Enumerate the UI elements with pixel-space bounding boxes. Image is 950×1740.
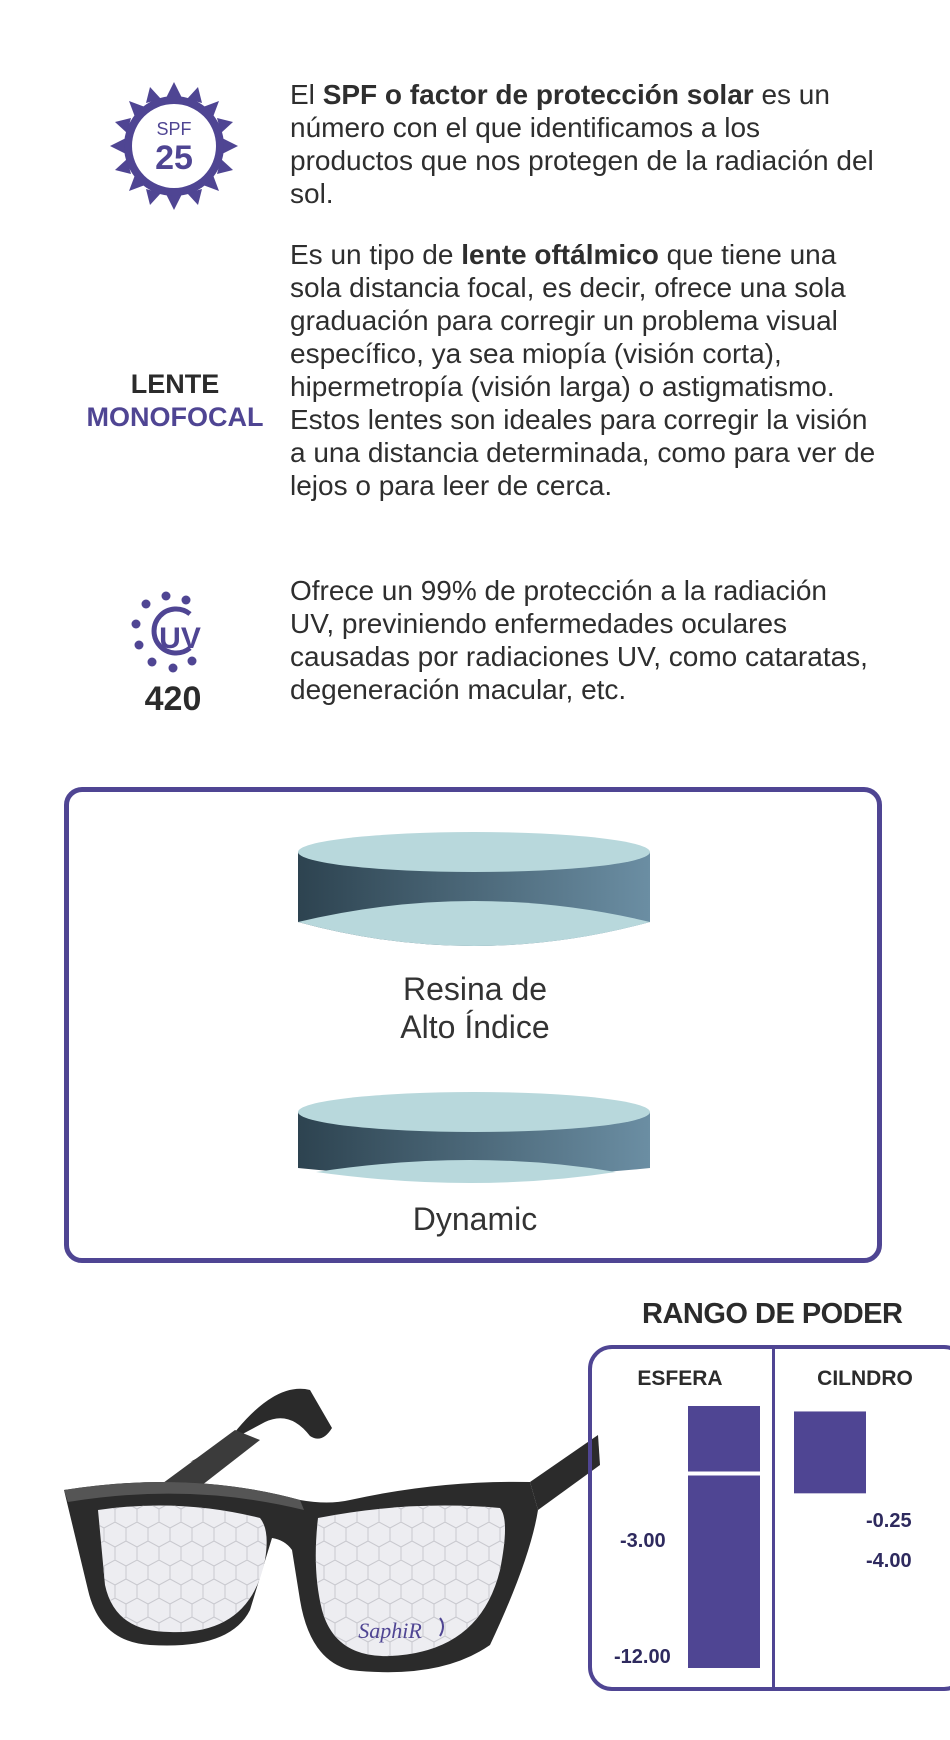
glasses-brand-logo: SaphiR xyxy=(358,1618,422,1643)
range-bar-cilndro-0 xyxy=(794,1411,866,1493)
esfera-tick-top: -3.00 xyxy=(620,1530,666,1552)
lente-monofocal-label: LENTE MONOFOCAL xyxy=(86,369,264,432)
cilindro-tick-top: -0.25 xyxy=(866,1510,912,1532)
range-title: RANGO DE PODER xyxy=(642,1298,903,1330)
range-col-cilindro: CILNDRO xyxy=(817,1367,913,1390)
glasses-illustration xyxy=(60,1370,600,1680)
range-bar-esfera-0 xyxy=(688,1406,760,1472)
uv-value: 420 xyxy=(144,680,202,718)
spf-sun-icon xyxy=(110,82,238,210)
material-label-resina: Resina de Alto Índice xyxy=(400,971,550,1045)
material-label-dynamic: Dynamic xyxy=(412,1201,538,1237)
esfera-tick-bottom: -12.00 xyxy=(614,1646,671,1668)
lens-dynamic-illustration xyxy=(296,1090,652,1190)
spf-badge-value: 25 xyxy=(155,139,193,177)
spf-badge-label: SPF xyxy=(156,119,192,139)
cilindro-tick-bottom: -4.00 xyxy=(866,1550,912,1572)
lens-resina-illustration xyxy=(296,830,652,954)
uv-icon-label: UV xyxy=(159,622,201,655)
range-bar-esfera-1 xyxy=(688,1476,760,1669)
lente-description: Es un tipo de lente oftálmico que tiene una sola distancia focal, es decir, ofrece una sola graduación para corregir un problema visual específico, ya sea miopía (visión corta), hipermetropía (visión larga) o astigmatismo. Estos lentes son ideales para corregir la visión a una distancia determinada, como para ver de lejos o para leer de cerca. xyxy=(290,239,876,501)
uv-sun-icon xyxy=(128,590,220,674)
spf-description: El SPF o factor de protección solar es un número con el que identificamos a los productos que nos protegen de la radiación del sol. xyxy=(290,79,874,209)
uv-description: Ofrece un 99% de protección a la radiación UV, previniendo enfermedades oculares causadas por radiaciones UV, como cataratas, degeneración macular, etc. xyxy=(290,575,868,705)
range-col-esfera: ESFERA xyxy=(637,1367,723,1390)
